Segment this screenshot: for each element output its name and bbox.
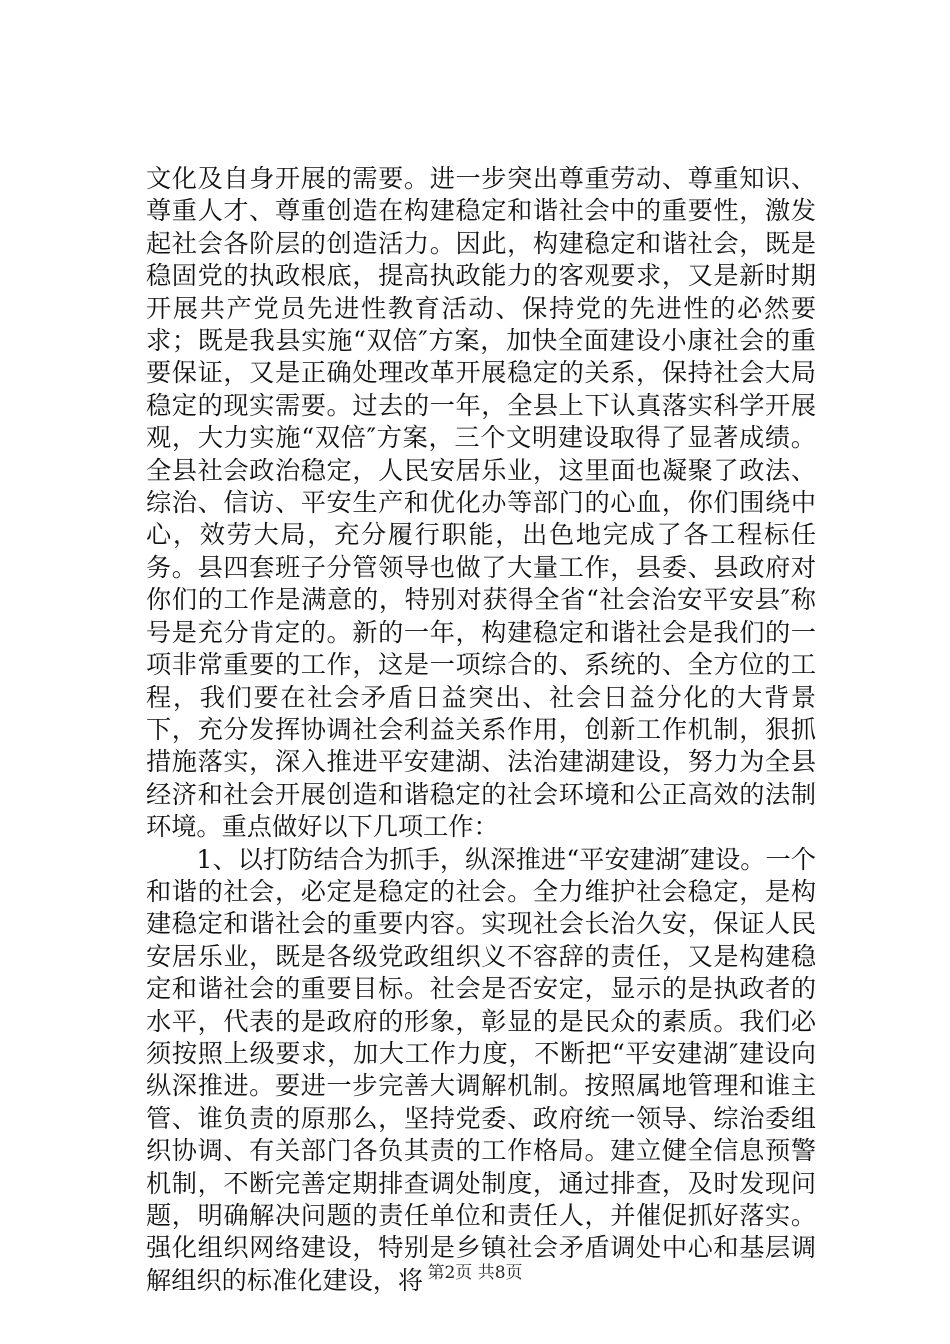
paragraph-section-1: 1、以打防结合为抓手，纵深推进“平安建湖″建设。一个和谐的社会，必定是稳定的社会。全力维护社会稳定，是构建稳定和谐社会的重要内容。实现社会长治久安，保证人民安居乐业，既是各级党政组织义不容辞的责任，又是构建稳定和谐社会的重要目标。社会是否安定，显示的是执政者的水平，代表的是政府的形象，彰显的是民众的素质。我们必须按照上级要求，加大工作力度，不断把“平安建湖″建设向纵深推进。要进一步完善大调解机制。按照属地管理和谁主管、谁负责的原那么，坚持党委、政府统一领导、综治委组织协调、有关部门各负其责的工作格局。建立健全信息预警机制，不断完善定期排查调处制度，通过排查，及时发现问题，明确解决问题的责任单位和责任人，并催促抓好落实。强化组织网络建设，特别是乡镇社会矛盾调处中心和基层调解组织的标准化建设，将 (146, 844, 816, 1295)
document-body (146, 163, 816, 1297)
page-number-label: 第2页 共8页 (427, 1263, 523, 1283)
paragraph-continuation: 文化及自身开展的需要。进一步突出尊重劳动、尊重知识、尊重人才、尊重创造在构建稳定和谐社会中的重要性，激发起社会各阶层的创造活力。因此，构建稳定和谐社会，既是稳固党的执政根底，提高执政能力的客观要求，又是新时期开展共产党员先进性教育活动、保持党的先进性的必然要求；既是我县实施“双倍″方案，加快全面建设小康社会的重要保证，又是正确处理改革开展稳定的关系，保持社会大局稳定的现实需要。过去的一年，全县上下认真落实科学开展观，大力实施“双倍″方案，三个文明建设取得了显著成绩。全县社会政治稳定，人民安居乐业，这里面也凝聚了政法、综治、信访、平安生产和优化办等部门的心血，你们围绕中心，效劳大局，充分履行职能，出色地完成了各工程标任务。县四套班子分管领导也做了大量工作，县委、县政府对你们的工作是满意的，特别对获得全省“社会治安平安县″称号是充分肯定的。新的一年，构建稳定和谐社会是我们的一项非常重要的工作，这是一项综合的、系统的、全方位的工程，我们要在社会矛盾日益突出、社会日益分化的大背景下，充分发挥协调社会利益关系作用，创新工作机制，狠抓措施落实，深入推进平安建湖、法治建湖建设，努力为全县经济和社会开展创造和谐稳定的社会环境和公正高效的法制环境。重点做好以下几项工作： (146, 164, 816, 842)
page-footer (0, 1262, 950, 1284)
